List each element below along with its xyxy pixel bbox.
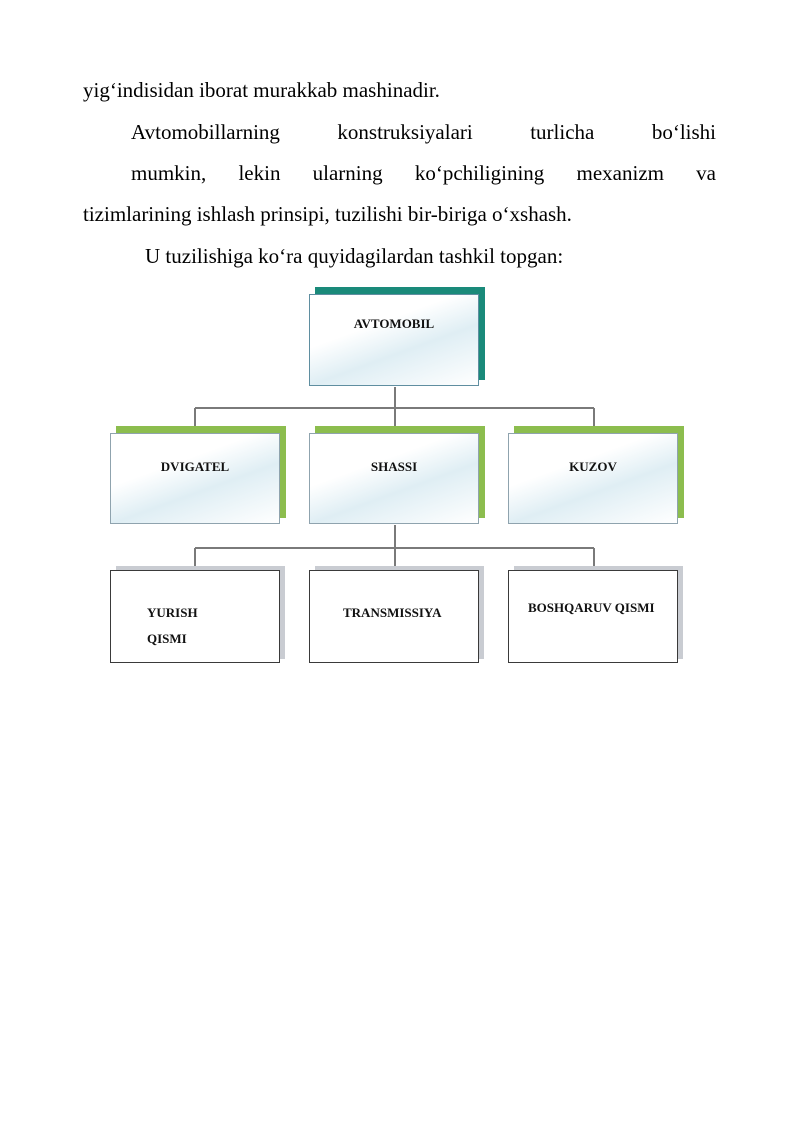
node-kuzov xyxy=(508,433,678,524)
node-yurish-qismi xyxy=(110,570,280,663)
node-label: DVIGATEL xyxy=(160,459,230,474)
node-dvigatel xyxy=(110,433,280,524)
node-label: TRANSMISSIYA xyxy=(343,605,442,620)
paragraph-intro xyxy=(83,236,716,277)
node-transmissiya xyxy=(309,570,479,663)
node-label: AVTOMOBIL xyxy=(353,316,435,331)
text-line: U tuzilishiga ko‘ra quyidagilardan tashkil topgan: xyxy=(145,244,564,268)
node-label: BOSHQARUV QISMI xyxy=(528,600,655,615)
node-shassi xyxy=(309,433,479,524)
text-line: tizimlarining ishlash prinsipi, tuzilishi bir-biriga o‘xshash. xyxy=(83,202,572,226)
node-boshqaruv-qismi xyxy=(508,570,678,663)
node-avtomobil xyxy=(309,294,479,386)
node-label: SHASSI xyxy=(370,459,418,474)
text-line: yig‘indisidan iborat murakkab mashinadir. xyxy=(83,78,440,102)
node-label: YURISH QISMI xyxy=(147,605,198,646)
text-line: mumkin, lekin ularning ko‘pchiligining mexanizm va xyxy=(131,161,716,185)
paragraph-construction xyxy=(83,112,716,235)
node-label: KUZOV xyxy=(569,459,617,474)
paragraph-continuation xyxy=(83,70,716,111)
text-line: Avtomobillarning konstruksiyalari turlicha bo‘lishi xyxy=(131,120,716,144)
